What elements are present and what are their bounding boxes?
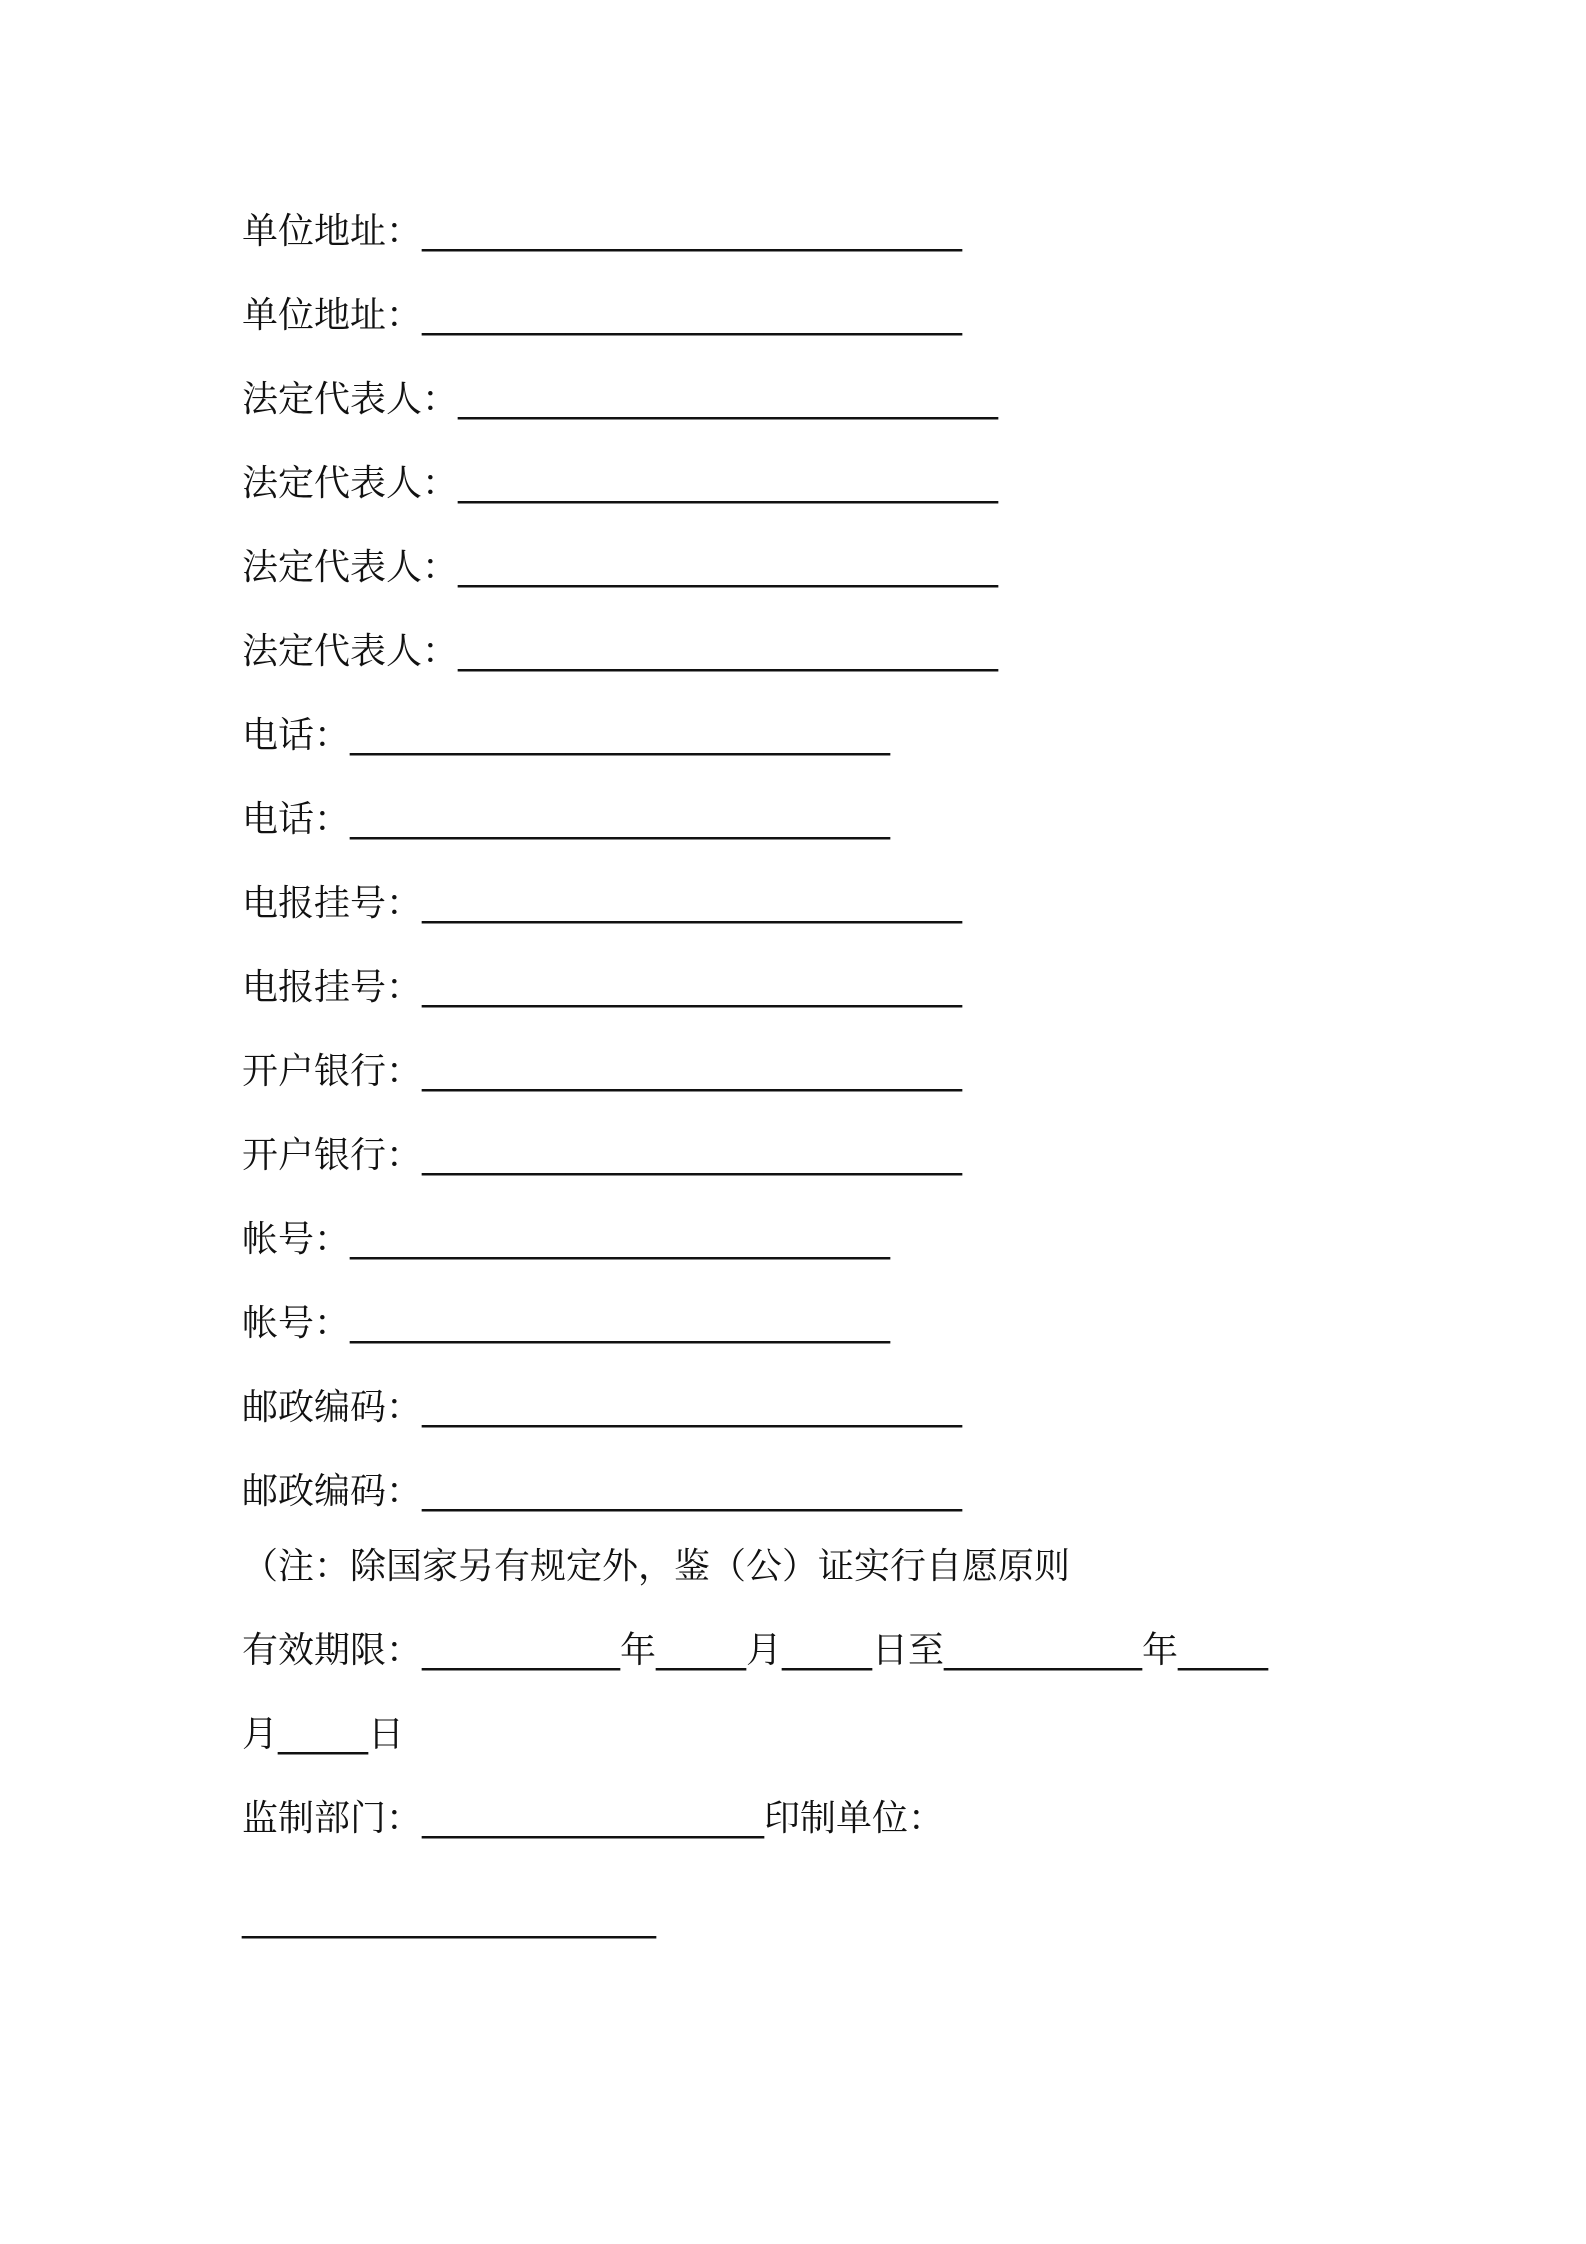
field-unit-address-1: 单位地址：______________________________	[242, 211, 963, 252]
field-telegraph-2: 电报挂号：______________________________	[242, 967, 963, 1008]
field-legal-representative-3: 法定代表人：______________________________	[242, 547, 999, 588]
field-unit-address-2: 单位地址：______________________________	[242, 295, 963, 336]
field-legal-representative-2: 法定代表人：______________________________	[242, 463, 999, 504]
field-account-1: 帐号：______________________________	[242, 1219, 891, 1260]
field-postcode-2: 邮政编码：______________________________	[242, 1471, 963, 1512]
field-postcode-1: 邮政编码：______________________________	[242, 1387, 963, 1428]
field-bank-1: 开户银行：______________________________	[242, 1051, 963, 1092]
field-bank-2: 开户银行：______________________________	[242, 1135, 963, 1176]
field-validity-period-continued: 月_____日	[242, 1714, 405, 1755]
field-legal-representative-1: 法定代表人：______________________________	[242, 379, 999, 420]
field-phone-2: 电话：______________________________	[242, 799, 891, 840]
field-supervising-and-printing: 监制部门：___________________印制单位：	[242, 1798, 945, 1839]
field-validity-period: 有效期限：___________年_____月_____日至___________年_____	[242, 1630, 1269, 1671]
field-telegraph-1: 电报挂号：______________________________	[242, 883, 963, 924]
field-phone-1: 电话：______________________________	[242, 715, 891, 756]
note-line: （注：除国家另有规定外，鉴（公）证实行自愿原则	[242, 1546, 1071, 1587]
field-legal-representative-4: 法定代表人：______________________________	[242, 631, 999, 672]
blank-signature-line: _______________________	[242, 1898, 656, 1939]
field-account-2: 帐号：______________________________	[242, 1303, 891, 1344]
